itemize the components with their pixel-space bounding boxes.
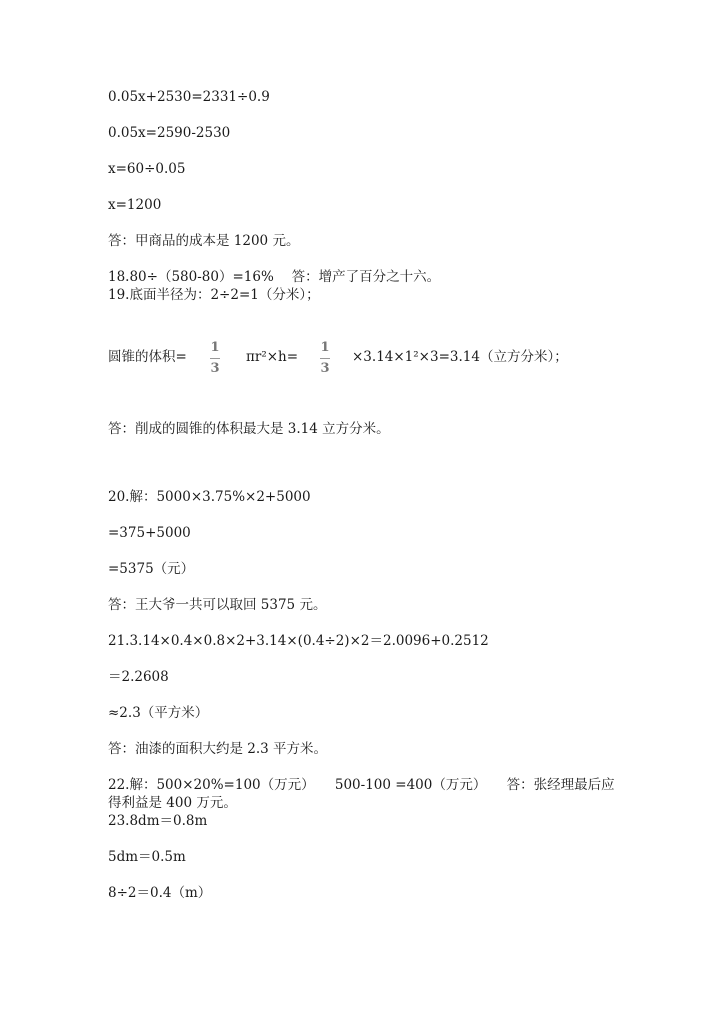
text-line: 21.3.14×0.4×0.8×2+3.14×(0.4÷2)×2＝2.0096+0.2512 bbox=[108, 633, 489, 649]
fraction-one-third bbox=[210, 341, 220, 376]
text-line: 22.解：500×20%=100（万元） 500-100 =400（万元） 答：张经理最后应 bbox=[108, 777, 615, 793]
text-line: 20.解：5000×3.75%×2+5000 bbox=[108, 489, 311, 505]
fraction-one-third bbox=[320, 341, 330, 376]
fraction-denominator: 3 bbox=[210, 361, 220, 376]
text-line: 23.8dm＝0.8m bbox=[108, 813, 208, 829]
text-line: 18.80÷（580-80）=16% 答：增产了百分之十六。 bbox=[108, 269, 441, 285]
text-line: 0.05x=2590-2530 bbox=[108, 125, 231, 141]
text-line: 8÷2＝0.4（m） bbox=[108, 885, 212, 901]
fraction-denominator: 3 bbox=[320, 361, 330, 376]
fraction-bar bbox=[210, 358, 220, 359]
text-line: ＝2.2608 bbox=[108, 669, 169, 685]
text-line: 5dm＝0.5m bbox=[108, 849, 186, 865]
text-line: =375+5000 bbox=[108, 525, 191, 541]
answer-line: 答：王大爷一共可以取回 5375 元。 bbox=[108, 597, 327, 613]
text-line: 0.05x+2530=2331÷0.9 bbox=[108, 89, 270, 105]
text-line: 19.底面半径为：2÷2=1（分米）； bbox=[108, 287, 320, 303]
formula-label: 圆锥的体积= bbox=[108, 349, 187, 365]
answer-line: 答：油漆的面积大约是 2.3 平方米。 bbox=[108, 741, 328, 757]
text-line: x=1200 bbox=[108, 197, 162, 213]
text-line: =5375（元） bbox=[108, 561, 195, 577]
answer-line: 答：甲商品的成本是 1200 元。 bbox=[108, 233, 300, 249]
fraction-bar bbox=[320, 358, 330, 359]
answer-line: 答：削成的圆锥的体积最大是 3.14 立方分米。 bbox=[108, 421, 390, 437]
text-line: 得利益是 400 万元。 bbox=[108, 795, 237, 811]
formula-middle: πr²×h= bbox=[246, 349, 299, 365]
fraction-numerator: 1 bbox=[210, 340, 220, 355]
fraction-numerator: 1 bbox=[320, 340, 330, 355]
text-line: x=60÷0.05 bbox=[108, 161, 186, 177]
text-line: ≈2.3（平方米） bbox=[108, 705, 209, 721]
formula-tail: ×3.14×1²×3=3.14（立方分米）； bbox=[352, 349, 568, 365]
